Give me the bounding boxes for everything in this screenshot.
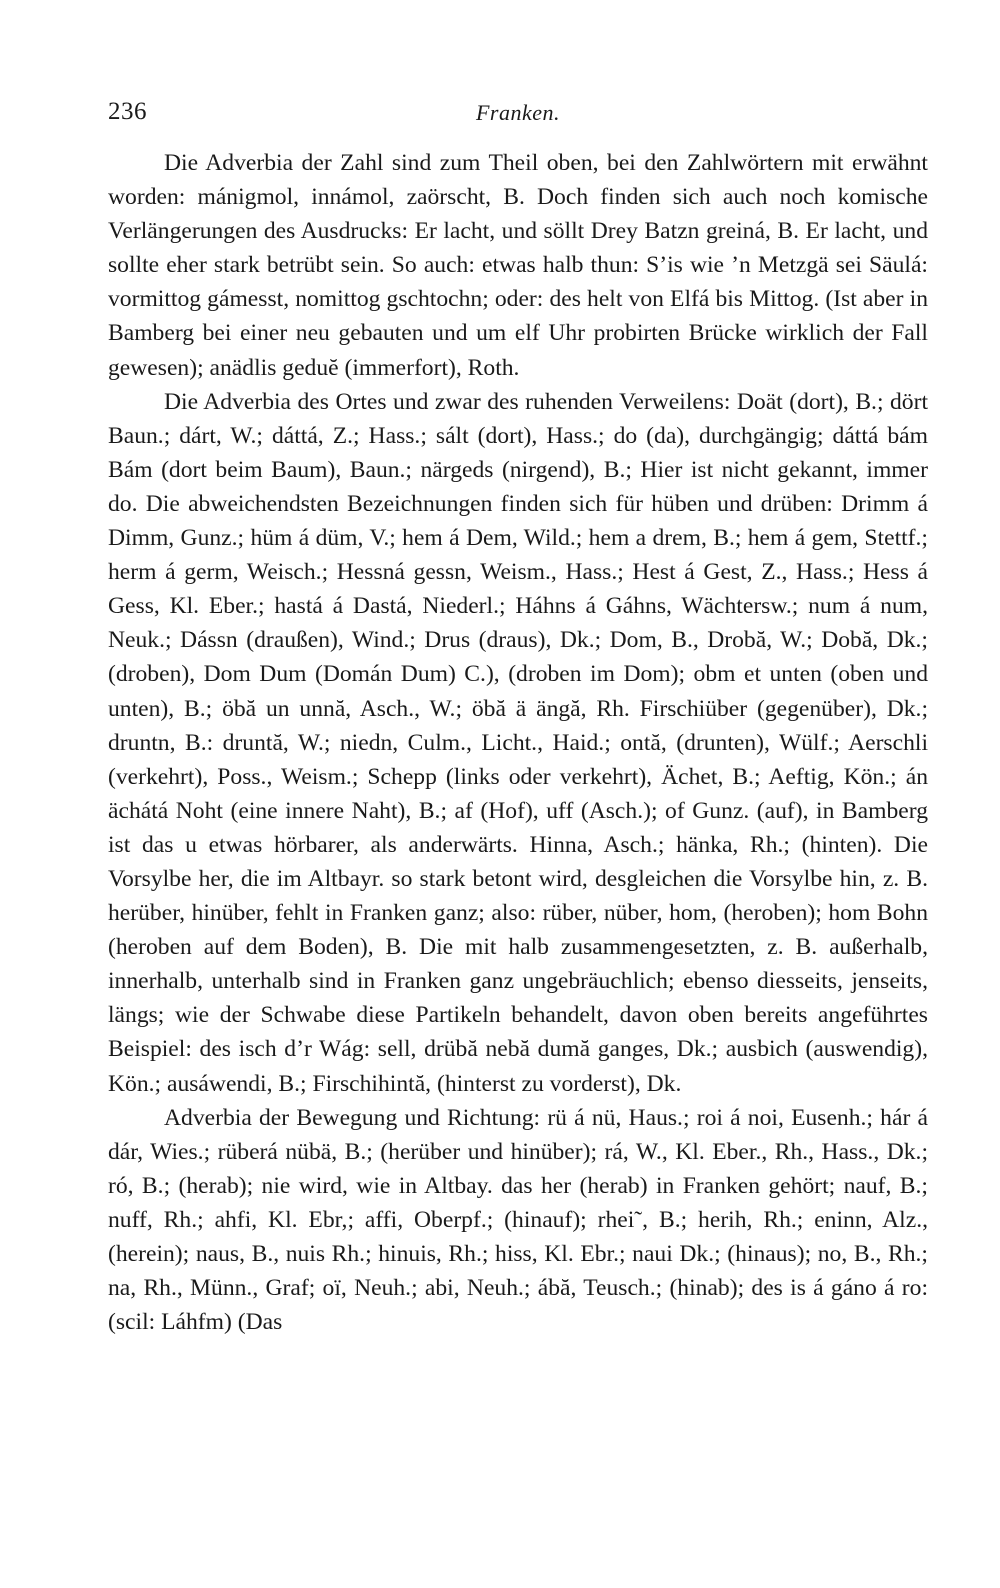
page-number: 236 bbox=[108, 98, 147, 125]
paragraph-adverbs-of-motion: Adverbia der Bewegung und Richtung: rü á nü, Haus.; roi á noi, Eusenh.; hár á dár, Wies.; rüberá nübä, B.; (herüber und hinüber); rá, W., Kl. Eber., Rh., Hass., Dk.; ró, B.; (herab); nie wird, wie in Altbay. das her (herab) in Franken gehört; nauf, B.; nuff, Rh.; ahfi, Kl. Ebr,; affi, Oberpf.; (hinauf); rhei˜, B.; herih, Rh.; eninn, Alz., (herein); naus, B., nuis Rh.; hinuis, Rh.; hiss, Kl. Ebr.; naui Dk.; (hinaus); no, B., Rh.; na, Rh., Münn., Graf; oï, Neuh.; abi, Neuh.; ábă, Teusch.; (hinab); des is á gáno á ro: (scil: Láhfm) (Das bbox=[108, 1104, 928, 1336]
page-header bbox=[108, 98, 928, 134]
body-text bbox=[108, 146, 928, 1339]
paragraph-adverbs-of-place: Die Adverbia des Ortes und zwar des ruhenden Verweilens: Doät (dort), B.; dört Baun.; dárt, W.; dáttá, Z.; Hass.; sált (dort), Hass.; do (da), durchgängig; dáttá bám Bám (dort beim Baum), Baun.; närgeds (nirgend), B.; Hier ist nicht gekannt, immer do. Die abweichendsten Bezeichnungen finden sich für hüben und drüben: Drimm á Dimm, Gunz.; hüm á düm, V.; hem á Dem, Wild.; hem a drem, B.; hem á gem, Stettf.; herm á germ, Weisch.; Hessná gessn, Weism., Hass.; Hest á Gest, Z., Hass.; Hess á Gess, Kl. Eber.; hastá á Dastá, Niederl.; Háhns á Gáhns, Wächtersw.; num á num, Neuk.; Dássn (draußen), Wind.; Drus (draus), Dk.; Dom, B., Drobă, W.; Dobă, Dk.; (droben), Dom Dum (Domán Dum) C.), (droben im Dom); obm et unten (oben und unten), B.; öbă un unnă, Asch., W.; öbă ä ängă, Rh. Firschiüber (gegenüber), Dk.; druntn, B.: druntă, W.; niedn, Culm., Licht., Haid.; ontă, (drunten), Wülf.; Aerschli (verkehrt), Poss., Weism.; Schepp (links oder verkehrt), Ächet, B.; Aeftig, Kön.; án ächátá Noht (eine innere Naht), B.; af (Hof), uff (Asch.); of Gunz. (auf), in Bamberg ist das u etwas hörbarer, als anderwärts. Hinna, Asch.; hänka, Rh.; (hinten). Die Vorsylbe her, die im Altbayr. so stark betont wird, desgleichen die Vorsylbe hin, z. B. herüber, hinüber, fehlt in Franken ganz; also: rüber, nüber, hom, (heroben); hom Bohn (heroben auf dem Boden), B. Die mit halb zusammengesetzten, z. B. außerhalb, innerhalb, unterhalb sind in Franken ganz ungebräuchlich; ebenso diesseits, jenseits, längs; wie der Schwabe diese Partikeln behandelt, davon oben bereits angeführtes Beispiel: des isch d’r Wág: sell, drübă nebă dumă ganges, Dk.; ausbich (auswendig), Kön.; ausáwendi, B.; Firschihintă, (hinterst zu vorderst), Dk. bbox=[108, 388, 928, 1097]
running-title: Franken. bbox=[475, 100, 561, 125]
paragraph-adverbs-of-number: Die Adverbia der Zahl sind zum Theil oben, bei den Zahlwörtern mit erwähnt worden: mánigmol, innámol, zaörscht, B. Doch finden sich auch noch komische Verlängerungen des Ausdrucks: Er lacht, und söllt Drey Batzn greiná, B. Er lacht, und sollte eher stark betrübt sein. So auch: etwas halb thun: S’is wie ’n Metzgä sei Säulá: vormittog gámesst, nomittog gschtochn; oder: des helt von Elfá bis Mittog. (Ist aber in Bamberg bei einer neu gebauten und um elf Uhr probirten Brücke wirklich der Fall gewesen); anädlis geduĕ (immerfort), Roth. bbox=[108, 150, 928, 381]
